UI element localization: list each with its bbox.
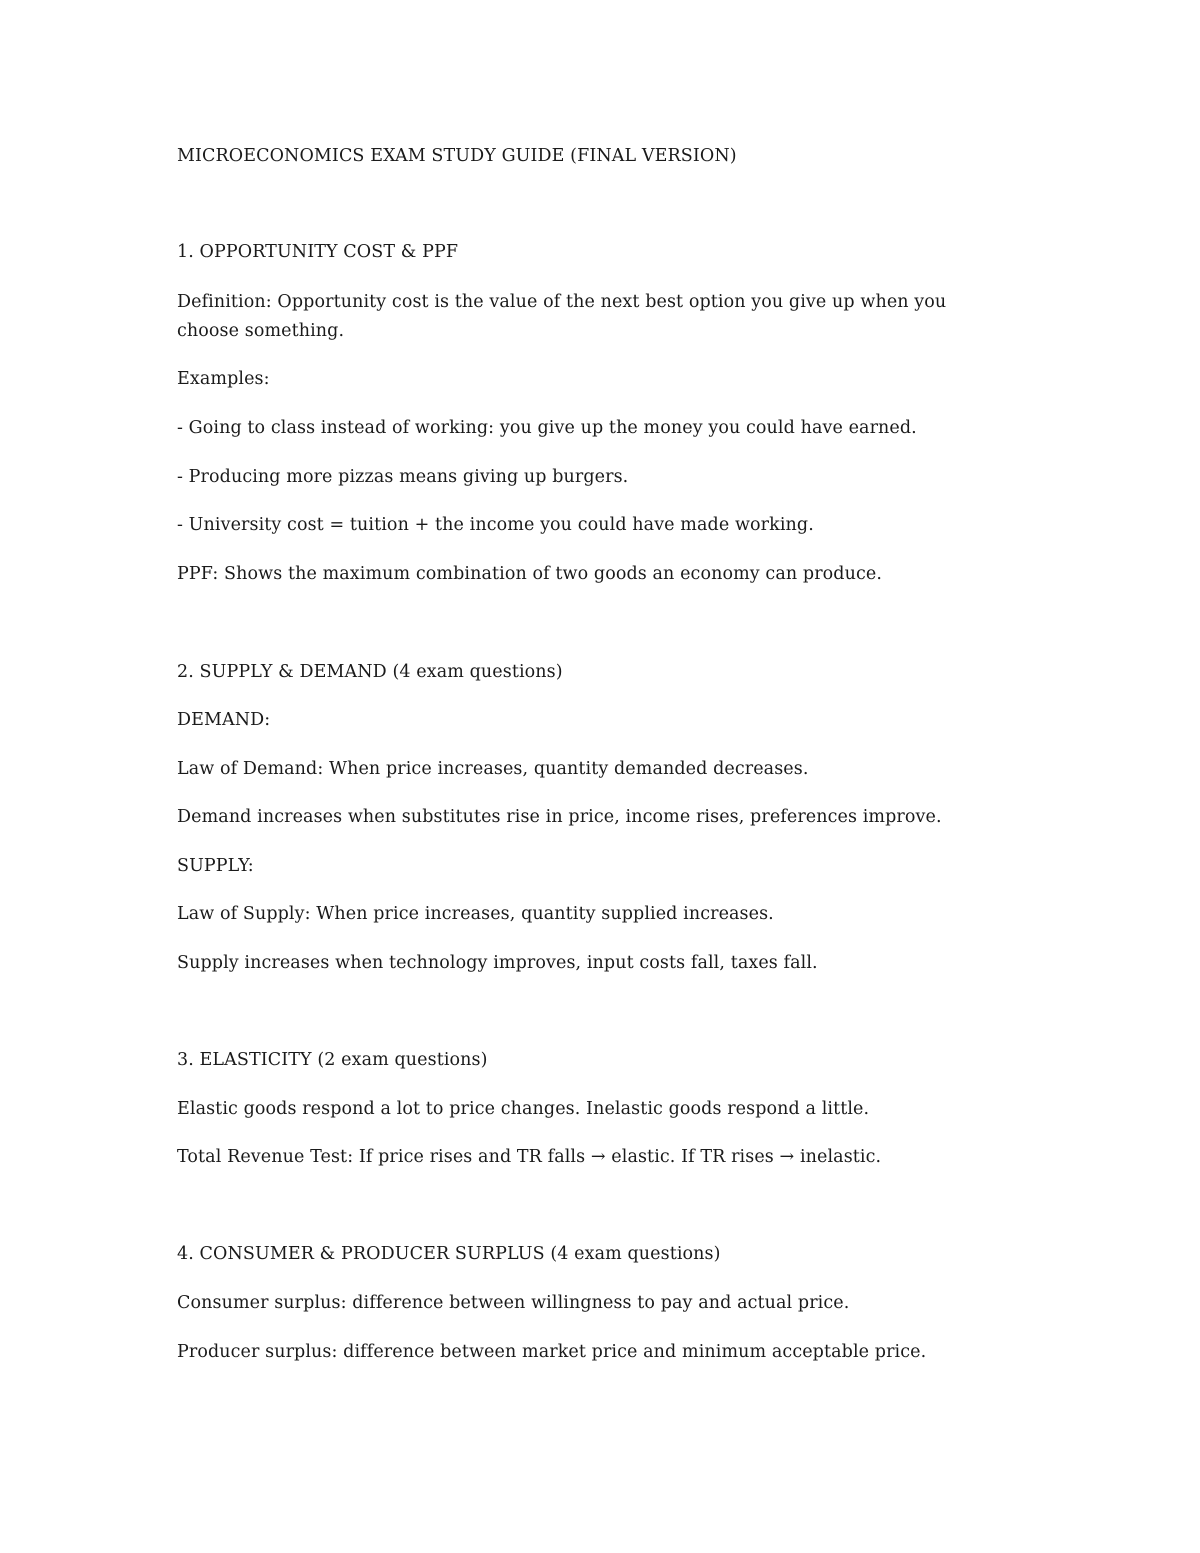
section-1-heading: 1. OPPORTUNITY COST & PPF bbox=[177, 242, 459, 262]
section-1-example-3: - University cost = tuition + the income you could have made working. bbox=[177, 515, 814, 535]
section-2-demand-law: Law of Demand: When price increases, quantity demanded decreases. bbox=[177, 759, 809, 779]
section-2-heading: 2. SUPPLY & DEMAND (4 exam questions) bbox=[177, 662, 563, 682]
section-2-supply-law: Law of Supply: When price increases, quantity supplied increases. bbox=[177, 904, 774, 924]
section-1-definition-line-1: Definition: Opportunity cost is the value of the next best option you give up when you bbox=[177, 292, 947, 312]
section-1-example-2: - Producing more pizzas means giving up burgers. bbox=[177, 467, 629, 487]
section-2-demand-label: DEMAND: bbox=[177, 710, 271, 730]
section-4-line-2: Producer surplus: difference between market price and minimum acceptable price. bbox=[177, 1342, 927, 1362]
section-3-heading: 3. ELASTICITY (2 exam questions) bbox=[177, 1050, 488, 1070]
section-2-supply-label: SUPPLY: bbox=[177, 856, 254, 876]
document-title: MICROECONOMICS EXAM STUDY GUIDE (FINAL VERSION) bbox=[177, 146, 737, 166]
section-1-examples-label: Examples: bbox=[177, 369, 270, 389]
section-4-heading: 4. CONSUMER & PRODUCER SURPLUS (4 exam questions) bbox=[177, 1244, 721, 1264]
section-1-definition-line-2: choose something. bbox=[177, 321, 345, 341]
section-2-demand-shift: Demand increases when substitutes rise in price, income rises, preferences improve. bbox=[177, 807, 942, 827]
section-3-line-1: Elastic goods respond a lot to price changes. Inelastic goods respond a little. bbox=[177, 1099, 870, 1119]
section-1-example-1: - Going to class instead of working: you give up the money you could have earned. bbox=[177, 418, 917, 438]
section-1-ppf: PPF: Shows the maximum combination of two goods an economy can produce. bbox=[177, 564, 882, 584]
section-3-line-2: Total Revenue Test: If price rises and TR falls → elastic. If TR rises → inelastic. bbox=[177, 1147, 882, 1167]
section-2-supply-shift: Supply increases when technology improves, input costs fall, taxes fall. bbox=[177, 953, 818, 973]
section-4-line-1: Consumer surplus: difference between willingness to pay and actual price. bbox=[177, 1293, 850, 1313]
